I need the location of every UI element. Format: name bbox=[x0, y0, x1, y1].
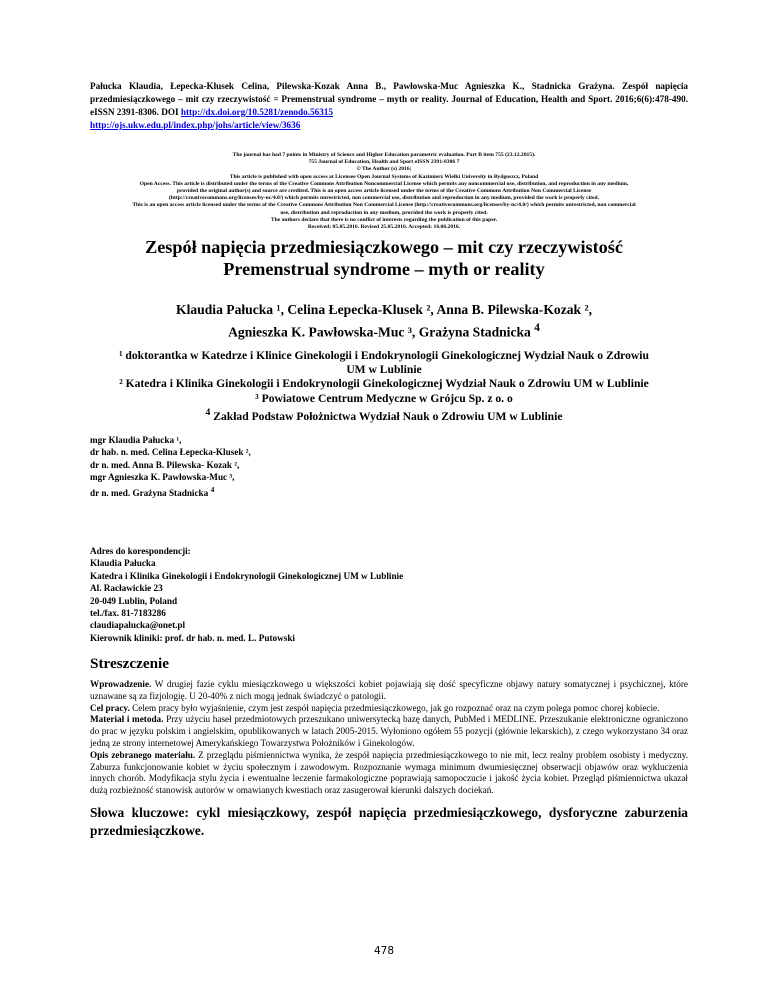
affiliation-1-cont: UM w Lublinie bbox=[346, 363, 422, 377]
license-line: The authors declare that there is no conflict of interests regarding the publication of this paper. bbox=[270, 216, 498, 223]
affiliation-1: ¹ doktorantka w Katedrze i Klinice Ginekologii i Endokrynologii Ginekologicznej Wydział Nauk o Zdrowiu bbox=[119, 349, 649, 362]
correspondence-line: Katedra i Klinika Ginekologii i Endokrynologii Ginekologicznej UM w Lublinie bbox=[90, 570, 404, 581]
correspondence-line: 20-049 Lublin, Poland bbox=[90, 595, 178, 606]
license-line: (http://creativecommons.org/licenses/by-nc/4.0/) which permits unrestricted, non commercial use, distribution and reproduction in any medium, provided the work is properly cited. bbox=[169, 195, 599, 202]
abstract-aim bbox=[90, 703, 688, 715]
abstract-body bbox=[90, 679, 688, 797]
license-line: Received: 05.05.2016. Revised 25.05.2016. Accepted: 16.06.2016. bbox=[307, 224, 461, 231]
citation-block bbox=[90, 80, 688, 132]
correspondence-line: tel./fax. 81-7183286 bbox=[90, 608, 166, 619]
abstract-introduction bbox=[90, 679, 688, 703]
title-english: Premenstrual syndrome – myth or reality bbox=[223, 259, 545, 279]
degree-line: dr hab. n. med. Celina Łepecka-Klusek ², bbox=[90, 447, 251, 458]
correspondence-email: claudiapalucka@onet.pl bbox=[90, 620, 186, 631]
affiliations bbox=[70, 349, 698, 424]
degree-line: dr n. med. Anna B. Pilewska- Kozak ², bbox=[90, 459, 240, 470]
license-line: © The Author (s) 2016; bbox=[356, 166, 412, 173]
page-number: 478 bbox=[373, 945, 395, 957]
abstract-label: Materiał i metoda. bbox=[90, 714, 164, 725]
abstract-label: Opis zebranego materiału. bbox=[90, 749, 196, 760]
affiliation-4-text: Zakład Podstaw Położnictwa Wydział Nauk o Zdrowiu UM w Lublinie bbox=[210, 409, 563, 423]
affiliation-superscript: 4 bbox=[205, 406, 211, 418]
license-line: The journal has had 7 points in Ministry of Science and Higher Education parametric evaluation. Part B item 755 (23.12.2015). bbox=[232, 152, 536, 158]
affiliation-3: ³ Powiatowe Centrum Medyczne w Grójcu Sp. z o. o bbox=[255, 391, 513, 405]
correspondence-heading: Adres do korespondencji: bbox=[90, 546, 191, 556]
degree-line bbox=[90, 484, 590, 499]
license-line: use, distribution and reproduction in any medium, provided the work is properly cited. bbox=[280, 209, 488, 216]
abstract-label: Wprowadzenie. bbox=[90, 679, 152, 689]
doi-link[interactable]: http://dx.doi.org/10.5281/zenodo.56315 bbox=[180, 107, 333, 117]
degree-line-text: dr n. med. Grażyna Stadnicka bbox=[90, 487, 211, 498]
correspondence-line: Al. Racławickie 23 bbox=[90, 583, 163, 594]
author-list bbox=[60, 300, 708, 342]
correspondence-line: Klaudia Pałucka bbox=[90, 558, 156, 569]
affiliation-2: ² Katedra i Klinika Ginekologii i Endokrynologii Ginekologicznej Wydział Nauk o Zdrowiu UM w Lublinie bbox=[119, 377, 649, 391]
abstract-text: W drugiej fazie cyklu miesiączkowego u większości kobiet pojawiają się dość specyficzne objawy natury somatycznej i psychicznej, które uznawane są za fizjologię. U 20-40% z nich mogą jednak świadczyć o patologii. bbox=[90, 679, 688, 701]
authors-line-2-text: Agnieszka K. Pawłowska-Muc ³, Grażyna Stadnicka bbox=[228, 324, 535, 340]
citation-text: Pałucka Klaudia, Łepecka-Klusek Celina, Pilewska-Kozak Anna B., Pawłowska-Muc Agnieszka K., Stadnicka Grażyna. Zespół napięcia przedmiesiączkowego – mit czy rzeczywistość = Premenstrual syndrome – myth or reality. Journal of Education, Health and Sport. 2016;6(6):478-490. eISSN 2391-8306. DOI bbox=[90, 81, 688, 117]
keywords: Słowa kluczowe: cykl miesiączkowy, zespół napięcia przedmiesiączkowego, dysforyczne zaburzenia przedmiesiączkowe. bbox=[90, 805, 688, 838]
correspondence-block bbox=[90, 545, 650, 644]
license-line: Open Access. This article is distributed under the terms of the Creative Commons Attribution Noncommercial License which permits any noncommercial use, distribution, and reproduction in any medium, bbox=[139, 180, 629, 187]
degree-superscript: 4 bbox=[210, 484, 215, 494]
authors-line-2 bbox=[60, 319, 708, 342]
degree-line: mgr Agnieszka K. Pawłowska-Muc ³, bbox=[90, 472, 235, 483]
license-line: This is an open access article licensed under the terms of the Creative Commons Attribution Non Commercial License (http://creativecommons.org/licenses/by-nc/4.0/) which permits unrestricted, non commercial bbox=[132, 202, 636, 209]
author-degrees bbox=[90, 434, 590, 499]
authors-line-1: Klaudia Pałucka ¹, Celina Łepecka-Klusek ², Anna B. Pilewska-Kozak ², bbox=[176, 302, 592, 317]
degree-line: mgr Klaudia Pałucka ¹, bbox=[90, 435, 182, 445]
abstract-method bbox=[90, 714, 688, 749]
license-line: This article is published with open access at Licensee Open Journal Systems of Kazimierz Wielki University in Bydgoszcz, Poland bbox=[229, 173, 539, 180]
affiliation-4 bbox=[70, 406, 698, 424]
ojs-article-link[interactable]: http://ojs.ukw.edu.pl/index.php/johs/article/view/3636 bbox=[90, 120, 301, 130]
abstract-text: Celem pracy było wyjaśnienie, czym jest zespół napięcia przedmiesiączkowego, jak go rozpoznać oraz na czym polega pomoc chorej kobiecie. bbox=[129, 702, 660, 713]
abstract-heading: Streszczenie bbox=[90, 655, 169, 672]
title-polish: Zespół napięcia przedmiesiączkowego – mit czy rzeczywistość bbox=[145, 237, 623, 257]
license-line: 755 Journal of Education, Health and Sport eISSN 2391-8306 7 bbox=[308, 159, 460, 166]
license-line: provided the original author(s) and source are credited. This is an open access article licensed under the terms of the Creative Commons Attribution Non Commercial License bbox=[176, 188, 592, 195]
abstract-label: Cel pracy. bbox=[90, 702, 130, 713]
author-superscript: 4 bbox=[534, 322, 540, 334]
abstract-text: Przy użyciu haseł przedmiotowych przeszukano uniwersytecką bazę danych, PubMed i MEDLINE. Przeszukanie elektroniczne ograniczono do prac w języku polskim i angielskim, opublikowanych w latach 2005-2015. Wyłoniono ogółem 55 pozycji (głównie lekarskich), z czego wykorzystano 34 oraz jedną ze strony internetowej Amerykańskiego Towarzystwa Położników i Ginekologów. bbox=[90, 714, 688, 748]
correspondence-line: Kierownik kliniki: prof. dr hab. n. med. L. Putowski bbox=[90, 632, 295, 643]
abstract-review bbox=[90, 750, 688, 797]
license-block bbox=[40, 152, 728, 231]
abstract-text: Z przeglądu piśmiennictwa wynika, że zespół napięcia przedmiesiączkowego to nie mit, lecz realny problem osobisty i medyczny. Zaburza funkcjonowanie kobiet w życiu społecznym i zawodowym. Rozpoznanie wymaga minimum dwumiesięcznej obserwacji objawów oraz wykluczenia innych chorób. Modyfikacja stylu życia i ewentualne leczenie farmakologiczne poprawiają samopoczucie i jakość życia kobiet. Przegląd piśmiennictwa ukazał dużą rozbieżność stanowisk autorów w omawianych kwestiach oraz zasugerował kierunki dalszych dociekań. bbox=[90, 749, 688, 796]
article-title bbox=[60, 236, 708, 280]
